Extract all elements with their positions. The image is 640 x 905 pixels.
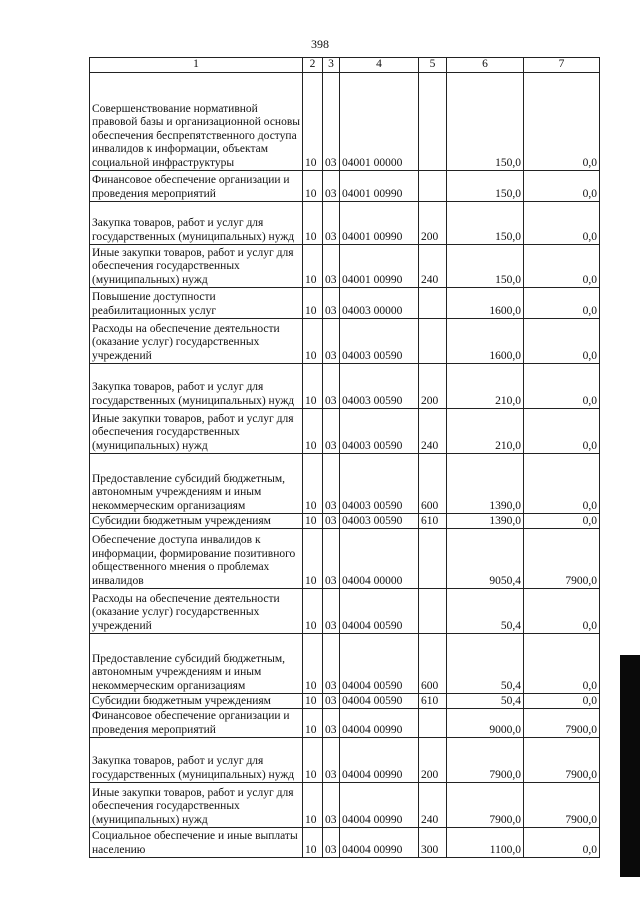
amount-col6: 1390,0 xyxy=(447,454,524,514)
subsection-code: 03 xyxy=(323,454,340,514)
section-code: 10 xyxy=(303,171,323,202)
table-row xyxy=(90,288,600,319)
table-row xyxy=(90,589,600,634)
expense-type-code: 300 xyxy=(419,828,447,858)
table-row xyxy=(90,73,600,171)
amount-col7: 0,0 xyxy=(524,288,600,319)
expense-type-code xyxy=(419,709,447,738)
row-name: Иные закупки товаров, работ и услуг для обеспечения государственных (муниципальных) нужд xyxy=(90,783,303,828)
subsection-code: 03 xyxy=(323,364,340,409)
amount-col7: 7900,0 xyxy=(524,529,600,589)
expense-type-code: 240 xyxy=(419,783,447,828)
table-row xyxy=(90,245,600,288)
row-name: Расходы на обеспечение деятельности (оказание услуг) государственных учреждений xyxy=(90,319,303,364)
table-row xyxy=(90,529,600,589)
amount-col6: 7900,0 xyxy=(447,738,524,783)
amount-col7: 0,0 xyxy=(524,245,600,288)
amount-col7: 0,0 xyxy=(524,73,600,171)
amount-col7: 7900,0 xyxy=(524,783,600,828)
expense-type-code: 600 xyxy=(419,634,447,694)
section-code: 10 xyxy=(303,709,323,738)
expense-type-code xyxy=(419,73,447,171)
section-code: 10 xyxy=(303,589,323,634)
target-article-code: 04001 00990 xyxy=(340,245,419,288)
scan-edge-shadow xyxy=(620,655,640,877)
section-code: 10 xyxy=(303,529,323,589)
column-header: 3 xyxy=(323,58,340,73)
row-name: Закупка товаров, работ и услуг для государственных (муниципальных) нужд xyxy=(90,738,303,783)
row-name: Социальное обеспечение и иные выплаты населению xyxy=(90,828,303,858)
amount-col6: 7900,0 xyxy=(447,783,524,828)
target-article-code: 04004 00000 xyxy=(340,529,419,589)
target-article-code: 04003 00590 xyxy=(340,409,419,454)
expense-type-code: 610 xyxy=(419,514,447,529)
amount-col6: 210,0 xyxy=(447,364,524,409)
subsection-code: 03 xyxy=(323,245,340,288)
section-code: 10 xyxy=(303,288,323,319)
header-row xyxy=(90,58,600,73)
column-header: 6 xyxy=(447,58,524,73)
section-code: 10 xyxy=(303,319,323,364)
section-code: 10 xyxy=(303,694,323,709)
expense-type-code: 610 xyxy=(419,694,447,709)
section-code: 10 xyxy=(303,828,323,858)
row-name: Закупка товаров, работ и услуг для государственных (муниципальных) нужд xyxy=(90,202,303,245)
amount-col7: 7900,0 xyxy=(524,738,600,783)
table-row xyxy=(90,634,600,694)
section-code: 10 xyxy=(303,454,323,514)
table-row xyxy=(90,319,600,364)
table-row xyxy=(90,364,600,409)
amount-col6: 150,0 xyxy=(447,171,524,202)
column-header: 4 xyxy=(340,58,419,73)
target-article-code: 04004 00590 xyxy=(340,694,419,709)
table-row xyxy=(90,738,600,783)
expense-type-code xyxy=(419,319,447,364)
target-article-code: 04004 00590 xyxy=(340,589,419,634)
row-name: Повышение доступности реабилитационных услуг xyxy=(90,288,303,319)
amount-col7: 0,0 xyxy=(524,364,600,409)
table-row xyxy=(90,454,600,514)
expense-type-code: 600 xyxy=(419,454,447,514)
target-article-code: 04003 00590 xyxy=(340,454,419,514)
expense-type-code xyxy=(419,529,447,589)
expense-type-code: 240 xyxy=(419,409,447,454)
target-article-code: 04004 00990 xyxy=(340,828,419,858)
row-name: Предоставление субсидий бюджетным, автономным учреждениям и иным некоммерческим организациям xyxy=(90,634,303,694)
section-code: 10 xyxy=(303,202,323,245)
amount-col7: 0,0 xyxy=(524,171,600,202)
table-row xyxy=(90,514,600,529)
page-number: 398 xyxy=(311,37,329,51)
amount-col7: 0,0 xyxy=(524,454,600,514)
row-name: Обеспечение доступа инвалидов к информации, формирование позитивного общественного мнения о проблемах инвалидов xyxy=(90,529,303,589)
amount-col6: 50,4 xyxy=(447,634,524,694)
section-code: 10 xyxy=(303,738,323,783)
row-name: Финансовое обеспечение организации и проведения мероприятий xyxy=(90,171,303,202)
budget-table xyxy=(89,57,600,858)
column-header: 5 xyxy=(419,58,447,73)
subsection-code: 03 xyxy=(323,738,340,783)
subsection-code: 03 xyxy=(323,709,340,738)
amount-col7: 0,0 xyxy=(524,828,600,858)
target-article-code: 04003 00590 xyxy=(340,364,419,409)
amount-col6: 9000,0 xyxy=(447,709,524,738)
amount-col7: 0,0 xyxy=(524,409,600,454)
row-name: Иные закупки товаров, работ и услуг для обеспечения государственных (муниципальных) нужд xyxy=(90,409,303,454)
amount-col7: 0,0 xyxy=(524,202,600,245)
target-article-code: 04004 00990 xyxy=(340,783,419,828)
row-name: Финансовое обеспечение организации и проведения мероприятий xyxy=(90,709,303,738)
subsection-code: 03 xyxy=(323,514,340,529)
subsection-code: 03 xyxy=(323,589,340,634)
target-article-code: 04001 00990 xyxy=(340,171,419,202)
amount-col6: 150,0 xyxy=(447,73,524,171)
amount-col6: 1390,0 xyxy=(447,514,524,529)
row-name: Субсидии бюджетным учреждениям xyxy=(90,694,303,709)
section-code: 10 xyxy=(303,514,323,529)
subsection-code: 03 xyxy=(323,783,340,828)
target-article-code: 04004 00590 xyxy=(340,634,419,694)
section-code: 10 xyxy=(303,245,323,288)
table-row xyxy=(90,694,600,709)
table-row xyxy=(90,709,600,738)
row-name: Предоставление субсидий бюджетным, автономным учреждениям и иным некоммерческим организациям xyxy=(90,454,303,514)
subsection-code: 03 xyxy=(323,828,340,858)
subsection-code: 03 xyxy=(323,409,340,454)
amount-col7: 0,0 xyxy=(524,634,600,694)
subsection-code: 03 xyxy=(323,529,340,589)
row-name: Расходы на обеспечение деятельности (оказание услуг) государственных учреждений xyxy=(90,589,303,634)
amount-col6: 50,4 xyxy=(447,589,524,634)
expense-type-code xyxy=(419,171,447,202)
row-name: Иные закупки товаров, работ и услуг для обеспечения государственных (муниципальных) нужд xyxy=(90,245,303,288)
table-row xyxy=(90,409,600,454)
table-row xyxy=(90,202,600,245)
table-row xyxy=(90,828,600,858)
amount-col7: 0,0 xyxy=(524,319,600,364)
expense-type-code xyxy=(419,288,447,319)
amount-col7: 7900,0 xyxy=(524,709,600,738)
amount-col7: 0,0 xyxy=(524,514,600,529)
amount-col7: 0,0 xyxy=(524,694,600,709)
table-row xyxy=(90,783,600,828)
amount-col6: 1600,0 xyxy=(447,319,524,364)
expense-type-code: 200 xyxy=(419,202,447,245)
target-article-code: 04001 00990 xyxy=(340,202,419,245)
subsection-code: 03 xyxy=(323,634,340,694)
amount-col6: 150,0 xyxy=(447,245,524,288)
target-article-code: 04004 00990 xyxy=(340,738,419,783)
subsection-code: 03 xyxy=(323,319,340,364)
expense-type-code: 200 xyxy=(419,364,447,409)
target-article-code: 04003 00590 xyxy=(340,319,419,364)
section-code: 10 xyxy=(303,783,323,828)
subsection-code: 03 xyxy=(323,694,340,709)
row-name: Совершенствование нормативной правовой базы и организационной основы обеспечения беспрепятственного доступа инвалидов к информации, объектам социальной инфраструктуры xyxy=(90,73,303,171)
amount-col6: 9050,4 xyxy=(447,529,524,589)
target-article-code: 04003 00000 xyxy=(340,288,419,319)
section-code: 10 xyxy=(303,73,323,171)
expense-type-code xyxy=(419,589,447,634)
column-header: 7 xyxy=(524,58,600,73)
subsection-code: 03 xyxy=(323,171,340,202)
target-article-code: 04004 00990 xyxy=(340,709,419,738)
amount-col6: 150,0 xyxy=(447,202,524,245)
target-article-code: 04003 00590 xyxy=(340,514,419,529)
section-code: 10 xyxy=(303,409,323,454)
amount-col6: 1100,0 xyxy=(447,828,524,858)
target-article-code: 04001 00000 xyxy=(340,73,419,171)
column-header: 1 xyxy=(90,58,303,73)
amount-col6: 210,0 xyxy=(447,409,524,454)
section-code: 10 xyxy=(303,364,323,409)
amount-col6: 50,4 xyxy=(447,694,524,709)
expense-type-code: 200 xyxy=(419,738,447,783)
subsection-code: 03 xyxy=(323,202,340,245)
expense-type-code: 240 xyxy=(419,245,447,288)
table-row xyxy=(90,171,600,202)
row-name: Закупка товаров, работ и услуг для государственных (муниципальных) нужд xyxy=(90,364,303,409)
section-code: 10 xyxy=(303,634,323,694)
subsection-code: 03 xyxy=(323,288,340,319)
column-header: 2 xyxy=(303,58,323,73)
subsection-code: 03 xyxy=(323,73,340,171)
amount-col7: 0,0 xyxy=(524,589,600,634)
row-name: Субсидии бюджетным учреждениям xyxy=(90,514,303,529)
amount-col6: 1600,0 xyxy=(447,288,524,319)
